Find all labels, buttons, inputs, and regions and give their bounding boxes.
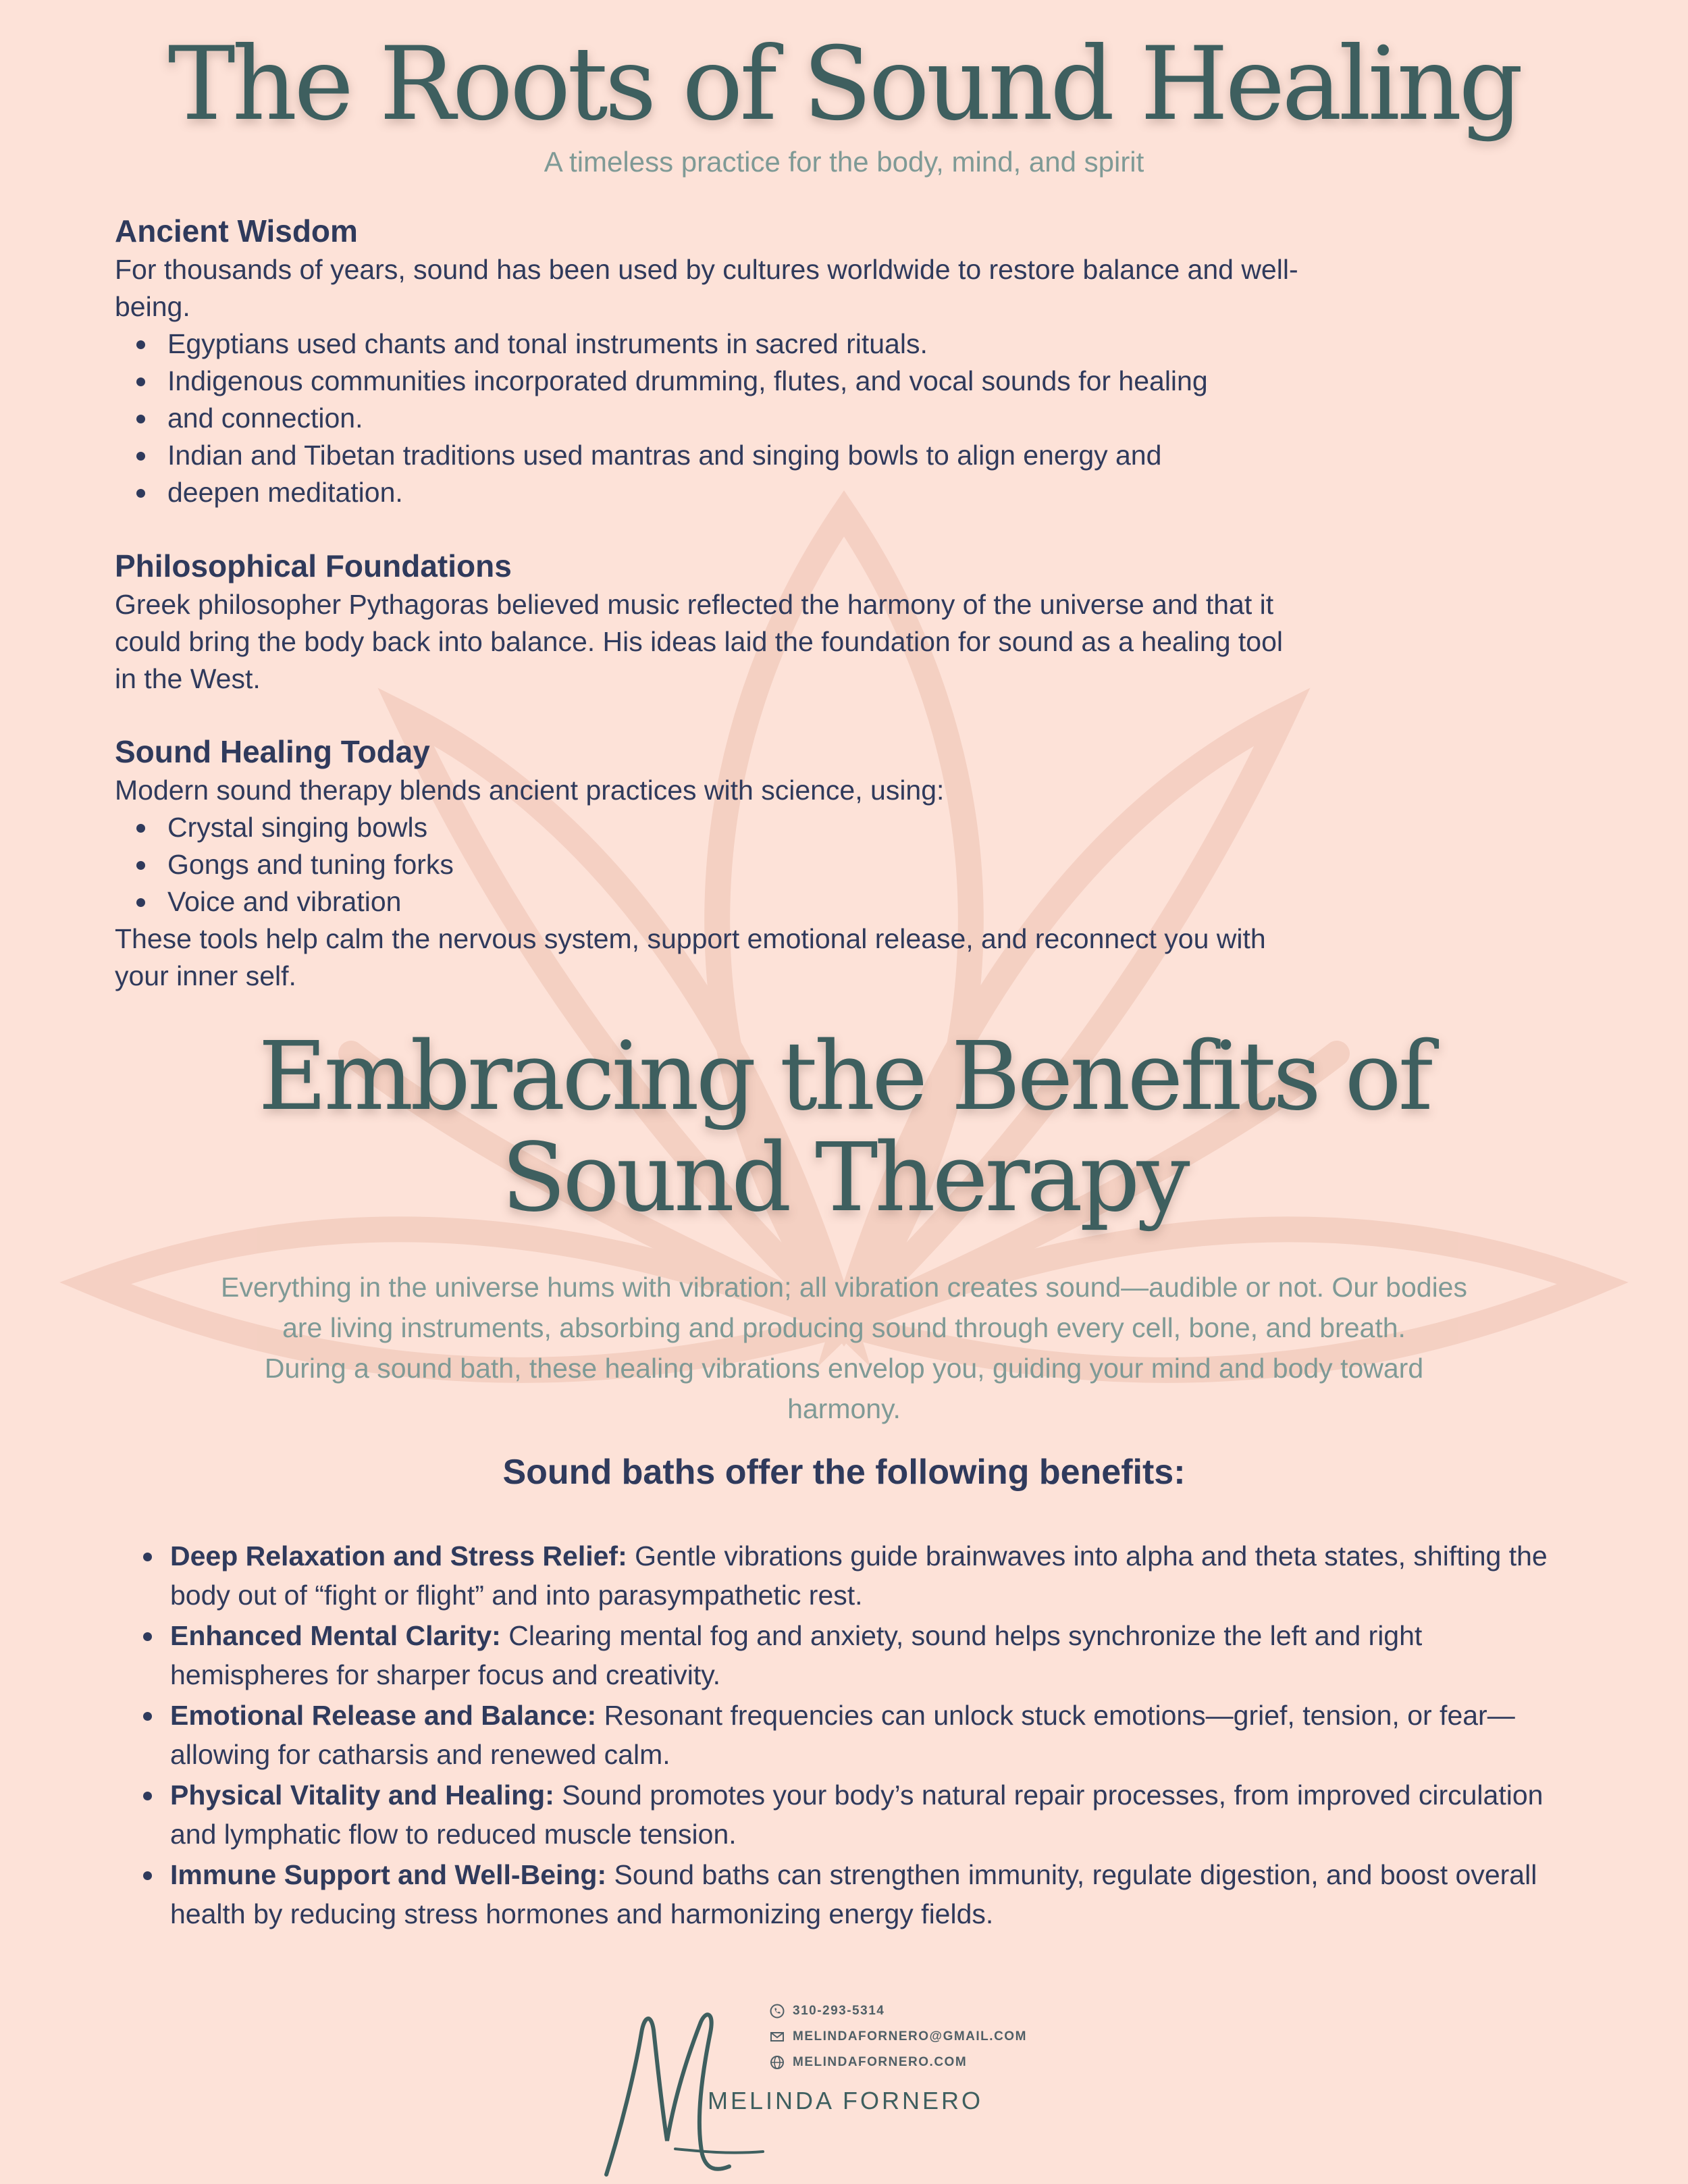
- list-item: Voice and vibration: [167, 883, 1398, 920]
- section-text: could bring the body back into balance. His ideas laid the foundation for sound as a healing tool: [115, 626, 1284, 657]
- benefit-item: [170, 1696, 1554, 1774]
- list-item: Indian and Tibetan traditions used mantras and singing bowls to align energy and: [167, 437, 1398, 474]
- email-address: MELINDAFORNERO@GMAIL.COM: [793, 2029, 1027, 2044]
- benefit-title: Physical Vitality and Healing:: [170, 1779, 554, 1811]
- list-item: deepen meditation.: [167, 474, 1398, 511]
- section-text: For thousands of years, sound has been used by cultures worldwide to restore balance and well-: [115, 254, 1298, 285]
- section-text: your inner self.: [115, 960, 296, 991]
- globe-icon: [770, 2055, 785, 2070]
- benefit-item: [170, 1855, 1554, 1933]
- bullet-list: [115, 809, 1398, 920]
- benefit-title: Immune Support and Well-Being:: [170, 1859, 607, 1890]
- intro-line: During a sound bath, these healing vibrations envelop you, guiding your mind and body toward: [264, 1353, 1424, 1384]
- intro-line: are living instruments, absorbing and producing sound through every cell, bone, and breath.: [282, 1312, 1406, 1343]
- benefit-text: Gentle vibrations guide brainwaves into alpha and theta states, shifting the body out of “fight or flight” and into parasympathetic rest.: [170, 1540, 1548, 1611]
- contact-email[interactable]: [770, 2027, 1027, 2046]
- page-subtitle: A timeless practice for the body, mind, and spirit: [544, 146, 1144, 178]
- footer-contact: [594, 1992, 1080, 2184]
- envelope-icon: [770, 2029, 785, 2044]
- section-heading: Sound Healing Today: [115, 734, 430, 769]
- benefits-intro: [182, 1267, 1506, 1429]
- list-item: Egyptians used chants and tonal instruments in sacred rituals.: [167, 326, 1398, 363]
- benefit-text: Sound baths can strengthen immunity, regulate digestion, and boost overall health by reducing stress hormones and harmonizing energy fields.: [170, 1859, 1537, 1929]
- section-text: in the West.: [115, 663, 261, 694]
- benefits-list: [170, 1536, 1554, 1935]
- benefit-title: Deep Relaxation and Stress Relief:: [170, 1540, 627, 1571]
- benefit-item: [170, 1775, 1554, 1854]
- benefits-title-line: Embracing the Benefits of: [258, 1022, 1430, 1132]
- benefits-title-line: Sound Therapy: [501, 1123, 1187, 1233]
- section-sound-healing-today: [115, 731, 1398, 995]
- benefit-text: Clearing mental fog and anxiety, sound helps synchronize the left and right hemispheres for sharper focus and creativity.: [170, 1620, 1423, 1690]
- website-url: MELINDAFORNERO.COM: [793, 2055, 968, 2069]
- benefit-item: [170, 1616, 1554, 1694]
- benefit-text: Resonant frequencies can unlock stuck emotions—grief, tension, or fear—allowing for catharsis and renewed calm.: [170, 1700, 1515, 1770]
- intro-line: harmony.: [787, 1393, 901, 1424]
- benefit-title: Emotional Release and Balance:: [170, 1700, 597, 1731]
- section-heading: Philosophical Foundations: [115, 548, 512, 583]
- benefit-text: Sound promotes your body’s natural repair processes, from improved circulation and lymphatic flow to reduced muscle tension.: [170, 1779, 1544, 1850]
- list-item: Crystal singing bowls: [167, 809, 1398, 846]
- list-item: and connection.: [167, 400, 1398, 437]
- benefits-list-heading: Sound baths offer the following benefits:: [502, 1453, 1186, 1492]
- section-text: Modern sound therapy blends ancient practices with science, using:: [115, 775, 945, 806]
- phone-number: 310-293-5314: [793, 2004, 885, 2018]
- section-ancient-wisdom: [115, 211, 1398, 511]
- bullet-list: [115, 326, 1398, 511]
- page-title: The Roots of Sound Healing: [167, 26, 1521, 143]
- phone-icon: [770, 2004, 785, 2019]
- list-item: Gongs and tuning forks: [167, 846, 1398, 883]
- section-text: being.: [115, 291, 190, 322]
- contact-phone[interactable]: [770, 2002, 885, 2021]
- section-heading: Ancient Wisdom: [115, 213, 358, 249]
- benefits-title: [0, 1022, 1688, 1233]
- intro-line: Everything in the universe hums with vibration; all vibration creates sound—audible or not. Our bodies: [221, 1272, 1467, 1303]
- brand-name: MELINDA FORNERO: [708, 2087, 984, 2114]
- benefit-item: [170, 1536, 1554, 1615]
- contact-website[interactable]: [770, 2053, 967, 2072]
- section-text: These tools help calm the nervous system, support emotional release, and reconnect you with: [115, 923, 1266, 954]
- section-text: Greek philosopher Pythagoras believed music reflected the harmony of the universe and that it: [115, 589, 1274, 620]
- list-item: Indigenous communities incorporated drumming, flutes, and vocal sounds for healing: [167, 363, 1398, 400]
- benefit-title: Enhanced Mental Clarity:: [170, 1620, 501, 1651]
- section-philosophical-foundations: [115, 546, 1398, 698]
